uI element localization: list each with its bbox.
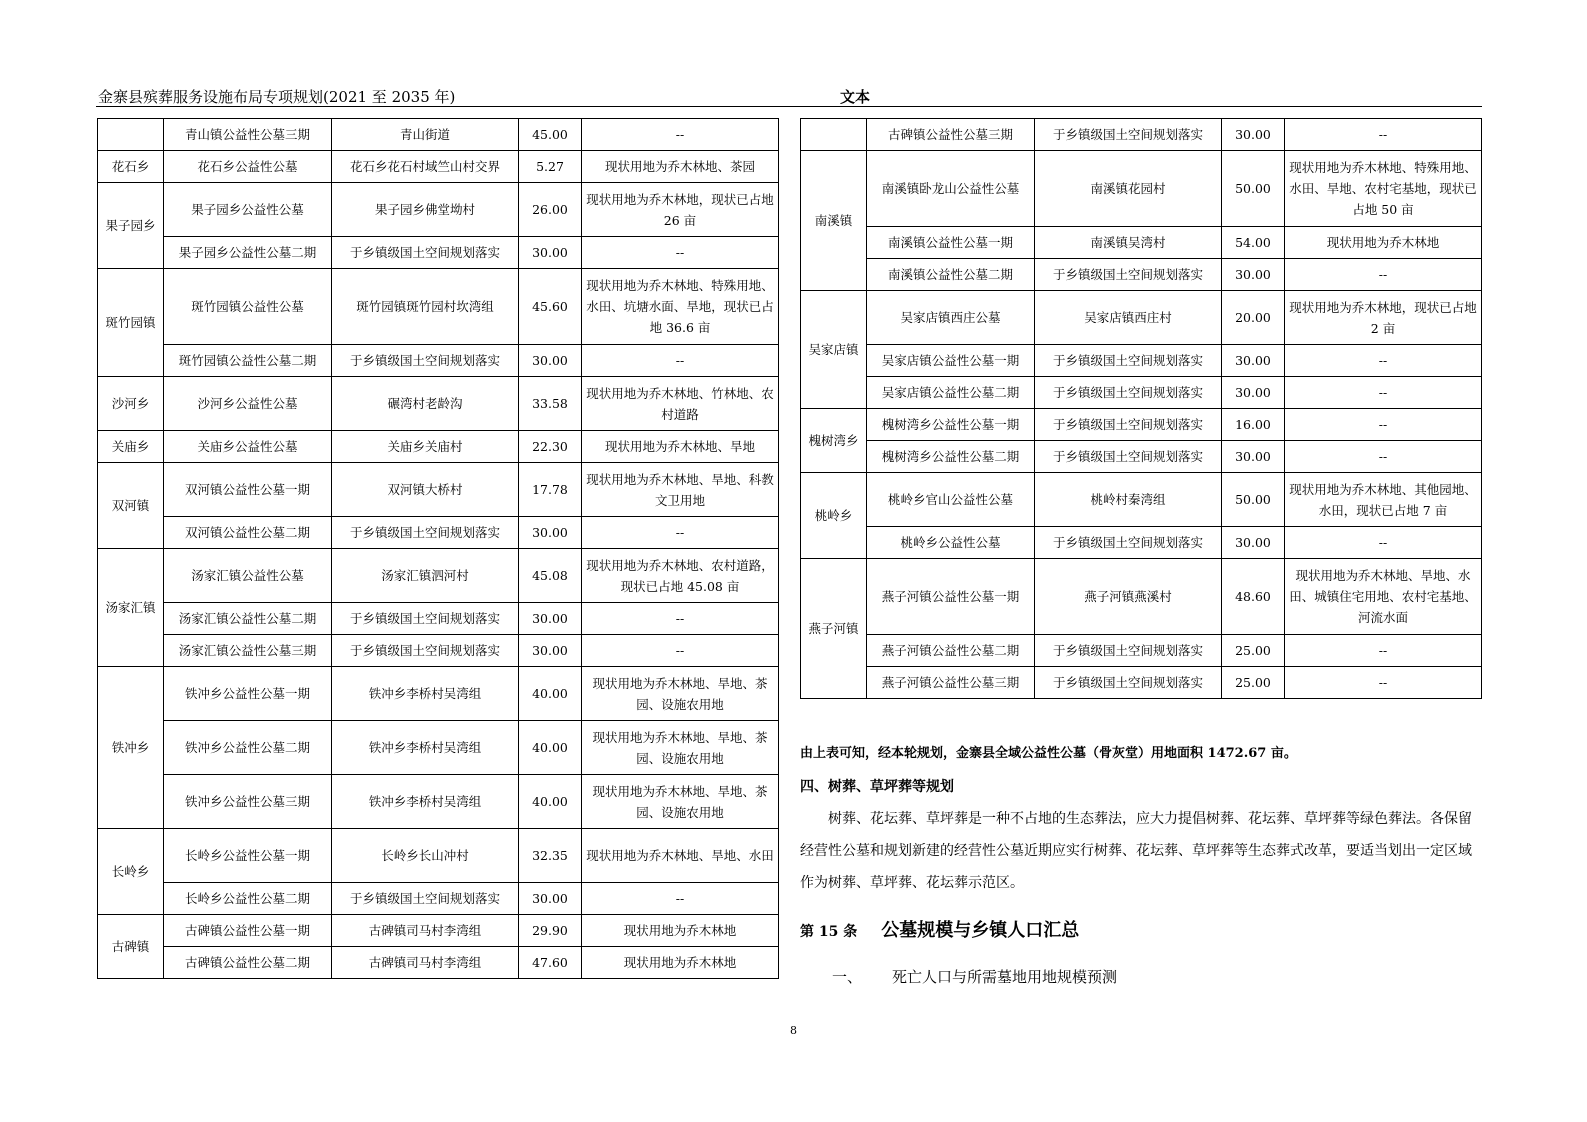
area-cell: 30.00 [519, 237, 582, 269]
location-cell: 于乡镇级国土空间规划落实 [332, 603, 519, 635]
area-cell: 30.00 [519, 345, 582, 377]
location-cell: 铁冲乡李桥村吴湾组 [332, 667, 519, 721]
location-cell: 于乡镇级国土空间规划落实 [1035, 377, 1222, 409]
area-cell: 45.08 [519, 549, 582, 603]
area-cell: 26.00 [519, 183, 582, 237]
location-cell: 于乡镇级国土空间规划落实 [332, 345, 519, 377]
remark-cell: -- [582, 603, 779, 635]
location-cell: 南溪镇吴湾村 [1035, 227, 1222, 259]
location-cell: 于乡镇级国土空间规划落实 [1035, 345, 1222, 377]
area-cell: 40.00 [519, 667, 582, 721]
name-cell: 桃岭乡官山公益性公墓 [867, 473, 1035, 527]
location-cell: 古碑镇司马村李湾组 [332, 915, 519, 947]
table-row [98, 667, 779, 721]
location-cell: 于乡镇级国土空间规划落实 [1035, 409, 1222, 441]
area-cell: 47.60 [519, 947, 582, 979]
table-row [98, 635, 779, 667]
name-cell: 南溪镇公益性公墓二期 [867, 259, 1035, 291]
table-row [801, 291, 1482, 345]
location-cell: 长岭乡长山冲村 [332, 829, 519, 883]
remark-cell: 现状用地为乔木林地、旱地、茶园、设施农用地 [582, 775, 779, 829]
table-row [801, 473, 1482, 527]
location-cell: 汤家汇镇泗河村 [332, 549, 519, 603]
town-cell: 长岭乡 [98, 829, 164, 915]
name-cell: 长岭乡公益性公墓一期 [164, 829, 332, 883]
area-cell: 54.00 [1222, 227, 1285, 259]
remark-cell: -- [1285, 667, 1482, 699]
name-cell: 斑竹园镇公益性公墓二期 [164, 345, 332, 377]
table-row [801, 441, 1482, 473]
location-cell: 于乡镇级国土空间规划落实 [1035, 119, 1222, 151]
remark-cell: -- [1285, 409, 1482, 441]
table-row [98, 431, 779, 463]
remark-cell: -- [1285, 527, 1482, 559]
area-cell: 22.30 [519, 431, 582, 463]
area-cell: 29.90 [519, 915, 582, 947]
remark-cell: -- [582, 883, 779, 915]
location-cell: 于乡镇级国土空间规划落实 [1035, 667, 1222, 699]
town-cell: 双河镇 [98, 463, 164, 549]
remark-cell: -- [1285, 345, 1482, 377]
area-cell: 16.00 [1222, 409, 1285, 441]
area-cell: 33.58 [519, 377, 582, 431]
name-cell: 槐树湾乡公益性公墓二期 [867, 441, 1035, 473]
cemetery-table-left [97, 118, 779, 979]
table-row [801, 151, 1482, 227]
location-cell: 花石乡花石村域竺山村交界 [332, 151, 519, 183]
area-cell: 30.00 [519, 603, 582, 635]
town-cell [98, 119, 164, 151]
name-cell: 吴家店镇公益性公墓一期 [867, 345, 1035, 377]
name-cell: 古碑镇公益性公墓一期 [164, 915, 332, 947]
area-cell: 48.60 [1222, 559, 1285, 635]
subsection-heading [832, 966, 1117, 987]
area-cell: 45.00 [519, 119, 582, 151]
name-cell: 南溪镇卧龙山公益性公墓 [867, 151, 1035, 227]
table-row [98, 377, 779, 431]
town-cell [801, 119, 867, 151]
table-row [98, 829, 779, 883]
area-cell: 30.00 [1222, 345, 1285, 377]
name-cell: 吴家店镇西庄公墓 [867, 291, 1035, 345]
remark-cell: -- [582, 517, 779, 549]
remark-cell: 现状用地为乔木林地、旱地、水田 [582, 829, 779, 883]
name-cell: 汤家汇镇公益性公墓三期 [164, 635, 332, 667]
remark-cell: 现状用地为乔木林地、旱地、科教文卫用地 [582, 463, 779, 517]
area-cell: 40.00 [519, 775, 582, 829]
town-cell: 斑竹园镇 [98, 269, 164, 377]
remark-cell: 现状用地为乔木林地 [582, 915, 779, 947]
remark-cell: -- [582, 237, 779, 269]
table-row [98, 463, 779, 517]
area-cell: 5.27 [519, 151, 582, 183]
location-cell: 果子园乡佛堂坳村 [332, 183, 519, 237]
table-row [98, 549, 779, 603]
table-row [98, 151, 779, 183]
name-cell: 铁冲乡公益性公墓二期 [164, 721, 332, 775]
name-cell: 古碑镇公益性公墓三期 [867, 119, 1035, 151]
name-cell: 青山镇公益性公墓三期 [164, 119, 332, 151]
remark-cell: -- [582, 345, 779, 377]
location-cell: 铁冲乡李桥村吴湾组 [332, 775, 519, 829]
location-cell: 于乡镇级国土空间规划落实 [332, 883, 519, 915]
name-cell: 槐树湾乡公益性公墓一期 [867, 409, 1035, 441]
location-cell: 古碑镇司马村李湾组 [332, 947, 519, 979]
name-cell: 沙河乡公益性公墓 [164, 377, 332, 431]
name-cell: 桃岭乡公益性公墓 [867, 527, 1035, 559]
summary-text: 由上表可知，经本轮规划，金寨县全域公益性公墓（骨灰堂）用地面积 1472.67 亩。 [800, 746, 1297, 761]
remark-cell: -- [1285, 119, 1482, 151]
remark-cell: 现状用地为乔木林地 [1285, 227, 1482, 259]
name-cell: 燕子河镇公益性公墓一期 [867, 559, 1035, 635]
location-cell: 于乡镇级国土空间规划落实 [332, 517, 519, 549]
remark-cell: 现状用地为乔木林地、旱地、茶园、设施农用地 [582, 721, 779, 775]
document-title: 金寨县殡葬服务设施布局专项规划(2021 至 2035 年) [98, 88, 456, 106]
area-cell: 17.78 [519, 463, 582, 517]
area-cell: 30.00 [1222, 377, 1285, 409]
header-rule [96, 106, 1482, 107]
remark-cell: 现状用地为乔木林地，现状已占地 2 亩 [1285, 291, 1482, 345]
name-cell: 果子园乡公益性公墓 [164, 183, 332, 237]
location-cell: 于乡镇级国土空间规划落实 [1035, 527, 1222, 559]
town-cell: 南溪镇 [801, 151, 867, 291]
area-cell: 30.00 [1222, 527, 1285, 559]
name-cell: 汤家汇镇公益性公墓 [164, 549, 332, 603]
table-row [98, 775, 779, 829]
article-title: 公墓规模与乡镇人口汇总 [881, 920, 1080, 941]
table-row [98, 517, 779, 549]
remark-cell: -- [1285, 635, 1482, 667]
area-cell: 25.00 [1222, 667, 1285, 699]
remark-cell: 现状用地为乔木林地、茶园 [582, 151, 779, 183]
remark-cell: 现状用地为乔木林地、农村道路，现状已占地 45.08 亩 [582, 549, 779, 603]
area-cell: 30.00 [519, 635, 582, 667]
remark-cell: 现状用地为乔木林地、特殊用地、水田、旱地、农村宅基地，现状已占地 50 亩 [1285, 151, 1482, 227]
table-row [98, 237, 779, 269]
table-row [801, 377, 1482, 409]
location-cell: 于乡镇级国土空间规划落实 [1035, 635, 1222, 667]
remark-cell: 现状用地为乔木林地、旱地、茶园、设施农用地 [582, 667, 779, 721]
name-cell: 南溪镇公益性公墓一期 [867, 227, 1035, 259]
table-row [801, 635, 1482, 667]
remark-cell: 现状用地为乔木林地、竹林地、农村道路 [582, 377, 779, 431]
table-row [98, 119, 779, 151]
location-cell: 吴家店镇西庄村 [1035, 291, 1222, 345]
name-cell: 燕子河镇公益性公墓二期 [867, 635, 1035, 667]
name-cell: 花石乡公益性公墓 [164, 151, 332, 183]
area-cell: 32.35 [519, 829, 582, 883]
location-cell: 于乡镇级国土空间规划落实 [1035, 441, 1222, 473]
remark-cell: -- [1285, 441, 1482, 473]
location-cell: 双河镇大桥村 [332, 463, 519, 517]
page-number: 8 [790, 1024, 797, 1037]
name-cell: 铁冲乡公益性公墓一期 [164, 667, 332, 721]
table-row [801, 527, 1482, 559]
town-cell: 桃岭乡 [801, 473, 867, 559]
area-cell: 50.00 [1222, 151, 1285, 227]
location-cell: 南溪镇花园村 [1035, 151, 1222, 227]
table-row [98, 603, 779, 635]
name-cell: 古碑镇公益性公墓二期 [164, 947, 332, 979]
table-row [98, 947, 779, 979]
table-row [98, 915, 779, 947]
remark-cell: -- [582, 119, 779, 151]
area-cell: 30.00 [1222, 441, 1285, 473]
remark-cell: 现状用地为乔木林地，现状已占地 26 亩 [582, 183, 779, 237]
remark-cell: 现状用地为乔木林地、旱地、水田、城镇住宅用地、农村宅基地、河流水面 [1285, 559, 1482, 635]
name-cell: 双河镇公益性公墓二期 [164, 517, 332, 549]
table-row [98, 721, 779, 775]
area-cell: 30.00 [519, 517, 582, 549]
subsection-title: 死亡人口与所需墓地用地规模预测 [892, 968, 1118, 986]
table-row [801, 119, 1482, 151]
article-number: 第 15 条 [800, 924, 858, 940]
town-cell: 花石乡 [98, 151, 164, 183]
section-heading: 四、树葬、草坪葬等规划 [800, 779, 954, 795]
location-cell: 于乡镇级国土空间规划落实 [1035, 259, 1222, 291]
table-row [801, 345, 1482, 377]
town-cell: 古碑镇 [98, 915, 164, 979]
table-row [98, 883, 779, 915]
subsection-number: 一、 [832, 968, 863, 986]
table-row [98, 269, 779, 345]
location-cell: 青山街道 [332, 119, 519, 151]
town-cell: 果子园乡 [98, 183, 164, 269]
location-cell: 于乡镇级国土空间规划落实 [332, 635, 519, 667]
section-label: 文本 [840, 88, 871, 106]
remark-cell: -- [582, 635, 779, 667]
location-cell: 斑竹园镇斑竹园村坎湾组 [332, 269, 519, 345]
town-cell: 燕子河镇 [801, 559, 867, 699]
name-cell: 铁冲乡公益性公墓三期 [164, 775, 332, 829]
location-cell: 铁冲乡李桥村吴湾组 [332, 721, 519, 775]
name-cell: 长岭乡公益性公墓二期 [164, 883, 332, 915]
area-cell: 25.00 [1222, 635, 1285, 667]
remark-cell: 现状用地为乔木林地、特殊用地、水田、坑塘水面、旱地，现状已占地 36.6 亩 [582, 269, 779, 345]
location-cell: 于乡镇级国土空间规划落实 [332, 237, 519, 269]
article-heading [800, 916, 1079, 942]
town-cell: 铁冲乡 [98, 667, 164, 829]
table-row [801, 559, 1482, 635]
name-cell: 关庙乡公益性公墓 [164, 431, 332, 463]
area-cell: 30.00 [1222, 259, 1285, 291]
area-cell: 50.00 [1222, 473, 1285, 527]
area-cell: 20.00 [1222, 291, 1285, 345]
location-cell: 桃岭村秦湾组 [1035, 473, 1222, 527]
area-cell: 30.00 [1222, 119, 1285, 151]
remark-cell: 现状用地为乔木林地、其他园地、水田，现状已占地 7 亩 [1285, 473, 1482, 527]
remark-cell: 现状用地为乔木林地 [582, 947, 779, 979]
name-cell: 果子园乡公益性公墓二期 [164, 237, 332, 269]
table-row [98, 183, 779, 237]
name-cell: 斑竹园镇公益性公墓 [164, 269, 332, 345]
name-cell: 吴家店镇公益性公墓二期 [867, 377, 1035, 409]
area-cell: 45.60 [519, 269, 582, 345]
table-row [801, 409, 1482, 441]
name-cell: 汤家汇镇公益性公墓二期 [164, 603, 332, 635]
location-cell: 碾湾村老龄沟 [332, 377, 519, 431]
remark-cell: -- [1285, 259, 1482, 291]
remark-cell: 现状用地为乔木林地、旱地 [582, 431, 779, 463]
name-cell: 双河镇公益性公墓一期 [164, 463, 332, 517]
town-cell: 关庙乡 [98, 431, 164, 463]
town-cell: 吴家店镇 [801, 291, 867, 409]
town-cell: 汤家汇镇 [98, 549, 164, 667]
remark-cell: -- [1285, 377, 1482, 409]
area-cell: 40.00 [519, 721, 582, 775]
cemetery-table-right [800, 118, 1482, 699]
table-row [98, 345, 779, 377]
table-row [801, 227, 1482, 259]
table-row [801, 259, 1482, 291]
table-row [801, 667, 1482, 699]
town-cell: 槐树湾乡 [801, 409, 867, 473]
area-cell: 30.00 [519, 883, 582, 915]
town-cell: 沙河乡 [98, 377, 164, 431]
section-body: 树葬、花坛葬、草坪葬是一种不占地的生态葬法，应大力提倡树葬、花坛葬、草坪葬等绿色葬法。各保留经营性公墓和规划新建的经营性公墓近期应实行树葬、花坛葬、草坪葬等生态葬式改革，要适当划出一定区域作为树葬、草坪葬、花坛葬示范区。 [800, 811, 1472, 891]
name-cell: 燕子河镇公益性公墓三期 [867, 667, 1035, 699]
location-cell: 燕子河镇燕溪村 [1035, 559, 1222, 635]
location-cell: 关庙乡关庙村 [332, 431, 519, 463]
